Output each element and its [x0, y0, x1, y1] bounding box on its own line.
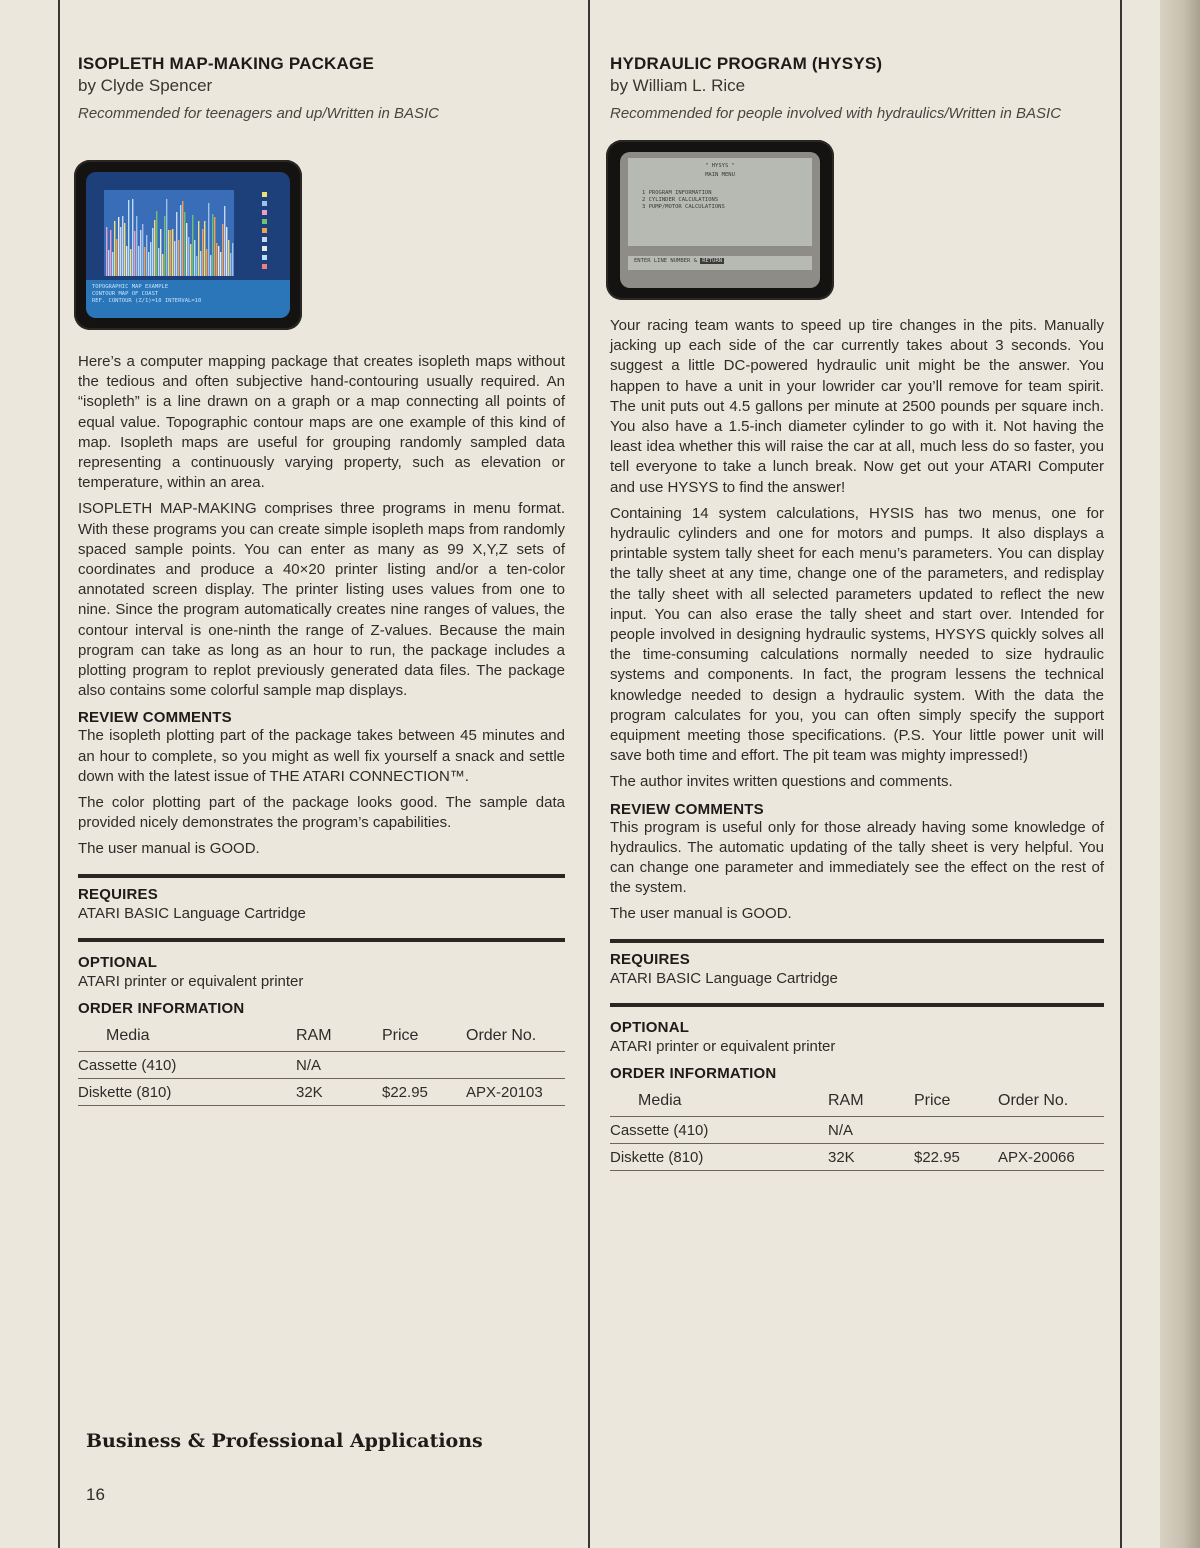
screen-return-key: RETURN — [702, 258, 723, 264]
legend-swatch — [262, 228, 267, 233]
section-title: Business & Professional Applications — [86, 1430, 483, 1452]
cell-price: $22.95 — [382, 1078, 466, 1105]
map-cell — [168, 230, 169, 276]
description-paragraph-2: Containing 14 system calculations, HYSIS has two menus, one for hydraulic cylinders and one for motors and pumps. It also displays a printable system tally sheet for each menu’s parameters. You can display the tally sheet at any time, change one of the parameters, and redisplay the tally sheet with all selected parameters updated to reflect the new input. You can also erase the tally sheet and start over. Intended for people involved in designing hydraulic systems, HYSYS quickly solves all the time-consuming calculations normally needed to size hydraulic systems and components. In fact, the program lessens the technical knowledge needed to design a hydraulic system. With the data the program calculates for you, you can often simply specify the support equipment meeting those specifications. (P.S. Your little power unit will save both time and effort. The pit team was mighty impressed!) — [610, 504, 1104, 765]
order-table — [78, 1023, 565, 1106]
map-cell — [146, 235, 147, 276]
center-divider — [588, 0, 590, 1548]
map-cell — [196, 256, 197, 276]
legend-swatch — [262, 264, 267, 269]
map-cell — [184, 212, 185, 276]
screen-menu: MAIN MENU — [705, 172, 735, 178]
requires-heading: REQUIRES — [78, 885, 158, 903]
map-cell — [130, 249, 131, 276]
hysys-screenshot — [606, 140, 834, 300]
map-cell — [216, 243, 217, 276]
optional-text: ATARI printer or equivalent printer — [78, 972, 304, 990]
screen-prompt: ENTER LINE NUMBER & — [634, 258, 697, 264]
cell-media: Diskette (810) — [610, 1143, 828, 1170]
map-cell — [124, 223, 125, 276]
map-cell — [116, 239, 117, 276]
description-paragraph-1: Your racing team wants to speed up tire changes in the pits. Manually jacking up each side of the car currently takes about 3 seconds. You suggest a little DC-powered hydraulic unit might be the answer. You happen to have a unit in your lowrider car you’ll remove for team spirit. The unit puts out 4.5 gallons per minute at 2500 pounds per square inch. You also have a 1.5-inch diameter cylinder to go with it. Not having the least idea whether this will raise the car at all, much less do so faster, you tell everyone to take a lunch break. Now get out your ATARI Computer and use HYSYS to find the answer! — [610, 317, 1104, 496]
map-cell — [194, 240, 195, 276]
map-cell — [212, 214, 213, 276]
cell-price — [382, 1051, 466, 1078]
map-cell — [136, 216, 137, 276]
map-cell — [198, 221, 199, 276]
table-row — [610, 1143, 1104, 1170]
legend-swatch — [262, 237, 267, 242]
screen-line-1: TOPOGRAPHIC MAP EXAMPLE — [92, 284, 169, 290]
description-paragraph-2: ISOPLETH MAP-MAKING comprises three programs in menu format. With these programs you can create simple isopleth maps from randomly spaced sample points. You can enter as many as 99 X,Y,Z sets of coordinates and produce a 40×20 printer listing and/or a ten-color annotated screen display. The printer listing uses values from one to nine. Since the program automatically creates nine ranges of values, the contour interval is one-ninth the range of Z-values. Because the main program can take as long as an hour to run, the package includes a plotting program to replot previously generated data files. The package also contains some colorful sample map displays. — [78, 500, 565, 700]
cell-order-no: APX-20103 — [466, 1078, 565, 1105]
map-cell — [186, 223, 187, 276]
cell-media: Cassette (410) — [610, 1116, 828, 1143]
order-header-row — [78, 1023, 565, 1052]
review-paragraph-1: This program is useful only for those already having some knowledge of hydraulics. The automatic updating of the tally sheet is very helpful. You can change one parameter and immediately see the effect on the rest of the system. — [610, 818, 1104, 897]
map-cell — [110, 230, 111, 276]
review-heading: REVIEW COMMENTS — [78, 709, 232, 727]
map-cell — [154, 220, 155, 276]
map-cell — [174, 241, 175, 276]
legend-swatch — [262, 219, 267, 224]
description-paragraph-1: Here’s a computer mapping package that creates isopleth maps without the tedious and often subjective hand-contouring usually required. An “isopleth” is a line drawn on a graph or a map connecting all points of equal value. Topographic contour maps are one example of this kind of map. Isopleth maps are useful for grouping randomly sampled data representing a continuously varying property, such as elevation or temperature, within an area. — [78, 353, 565, 492]
map-cell — [164, 216, 165, 276]
col-media: Media — [78, 1023, 296, 1052]
legend-swatch — [262, 210, 267, 215]
listing-recommendation: Recommended for teenagers and up/Written in BASIC — [78, 105, 440, 122]
map-cell — [114, 221, 115, 276]
cell-ram: 32K — [828, 1143, 914, 1170]
order-heading: ORDER INFORMATION — [78, 999, 245, 1017]
hysys-listing — [610, 54, 1104, 1171]
order-header-row — [610, 1088, 1104, 1117]
map-cell — [140, 230, 141, 276]
table-row — [78, 1051, 565, 1078]
review-heading: REVIEW COMMENTS — [610, 800, 764, 818]
cell-order-no — [466, 1051, 565, 1078]
legend-swatch — [262, 246, 267, 251]
map-cell — [166, 199, 167, 276]
map-cell — [202, 229, 203, 276]
listing-author: by Clyde Spencer — [78, 76, 213, 95]
map-cell — [112, 252, 113, 276]
screen-menu-item: 1 PROGRAM INFORMATION — [642, 190, 712, 196]
optional-rule — [78, 938, 565, 942]
map-cell — [142, 224, 143, 276]
requires-rule — [78, 874, 565, 878]
screen-title: " HYSYS " — [705, 163, 735, 169]
col-ram: RAM — [828, 1088, 914, 1117]
order-heading: ORDER INFORMATION — [610, 1064, 777, 1082]
cell-order-no: APX-20066 — [998, 1143, 1104, 1170]
optional-heading: OPTIONAL — [78, 953, 158, 971]
review-paragraph-1: The isopleth plotting part of the package takes between 45 minutes and an hour to complete, so you might as well fix yourself a snack and settle down with the latest issue of THE ATARI CONNECTION™. — [78, 727, 565, 785]
map-cell — [232, 243, 233, 276]
map-cell — [188, 237, 189, 276]
map-cell — [122, 216, 123, 276]
legend-swatch — [262, 192, 267, 197]
screen-menu-item: 3 PUMP/MOTOR CALCULATIONS — [642, 204, 725, 210]
map-cell — [206, 249, 207, 276]
table-row — [610, 1116, 1104, 1143]
map-cell — [172, 229, 173, 276]
map-cell — [230, 253, 231, 276]
map-cell — [160, 229, 161, 276]
map-cell — [144, 247, 145, 276]
col-order-no: Order No. — [998, 1088, 1104, 1117]
map-cell — [208, 203, 209, 276]
page-number: 16 — [86, 1485, 105, 1504]
left-border — [58, 0, 60, 1548]
legend-swatch — [262, 201, 267, 206]
map-cell — [126, 246, 127, 276]
map-cell — [204, 221, 205, 276]
map-cell — [162, 254, 163, 276]
listing-title: ISOPLETH MAP-MAKING PACKAGE — [78, 54, 374, 73]
description-paragraph-3: The author invites written questions and comments. — [610, 773, 953, 791]
map-cell — [150, 242, 151, 276]
map-cell — [226, 227, 227, 276]
map-cell — [210, 255, 211, 276]
map-cell — [128, 200, 129, 276]
map-cell — [192, 215, 193, 276]
listing-recommendation: Recommended for people involved with hydraulics/Written in BASIC — [610, 105, 1062, 122]
map-cell — [182, 201, 183, 276]
map-cell — [214, 217, 215, 276]
cell-price: $22.95 — [914, 1143, 998, 1170]
page-edge — [1160, 0, 1200, 1548]
map-cell — [224, 206, 225, 276]
map-cell — [218, 246, 219, 276]
requires-heading: REQUIRES — [610, 950, 690, 968]
map-cell — [118, 217, 119, 276]
map-cell — [190, 244, 191, 276]
cell-media: Cassette (410) — [78, 1051, 296, 1078]
map-cell — [180, 205, 181, 276]
screen-line-3: REF. CONTOUR (Z/1)=10 INTERVAL=10 — [92, 298, 202, 304]
review-paragraph-3: The user manual is GOOD. — [78, 840, 260, 858]
optional-rule — [610, 1003, 1104, 1007]
optional-heading: OPTIONAL — [610, 1018, 690, 1036]
screen-menu-item: 2 CYLINDER CALCULATIONS — [642, 197, 719, 203]
cell-ram: N/A — [296, 1051, 382, 1078]
right-border — [1120, 0, 1122, 1548]
map-cell — [176, 212, 177, 276]
map-cell — [170, 230, 171, 276]
requires-text: ATARI BASIC Language Cartridge — [78, 904, 306, 922]
screen-line-2: CONTOUR MAP OF COAST — [92, 291, 159, 297]
map-cell — [108, 250, 109, 276]
table-row — [78, 1078, 565, 1105]
cell-media: Diskette (810) — [78, 1078, 296, 1105]
listing-author: by William L. Rice — [610, 76, 746, 95]
review-paragraph-2: The user manual is GOOD. — [610, 905, 792, 923]
map-cell — [156, 211, 157, 276]
optional-text: ATARI printer or equivalent printer — [610, 1037, 836, 1055]
order-table — [610, 1088, 1104, 1171]
map-cell — [132, 199, 133, 276]
map-cell — [178, 240, 179, 276]
col-ram: RAM — [296, 1023, 382, 1052]
col-order-no: Order No. — [466, 1023, 565, 1052]
map-cell — [106, 227, 107, 276]
map-cell — [148, 252, 149, 276]
listing-title: HYDRAULIC PROGRAM (HYSYS) — [610, 54, 883, 73]
map-cell — [120, 227, 121, 276]
isopleth-listing — [78, 54, 565, 1106]
map-cell — [158, 248, 159, 276]
map-cell — [138, 246, 139, 276]
col-price: Price — [914, 1088, 998, 1117]
isopleth-screenshot — [74, 160, 302, 330]
requires-text: ATARI BASIC Language Cartridge — [610, 969, 838, 987]
cell-price — [914, 1116, 998, 1143]
col-media: Media — [610, 1088, 828, 1117]
map-cell — [134, 231, 135, 276]
review-paragraph-2: The color plotting part of the package looks good. The sample data provided nicely demonstrates the program’s capabilities. — [78, 794, 565, 832]
map-cell — [200, 251, 201, 276]
map-cell — [220, 252, 221, 276]
map-cell — [228, 240, 229, 276]
cell-ram: 32K — [296, 1078, 382, 1105]
map-cell — [222, 224, 223, 276]
map-cell — [152, 228, 153, 276]
col-price: Price — [382, 1023, 466, 1052]
requires-rule — [610, 939, 1104, 943]
cell-ram: N/A — [828, 1116, 914, 1143]
legend-swatch — [262, 255, 267, 260]
cell-order-no — [998, 1116, 1104, 1143]
